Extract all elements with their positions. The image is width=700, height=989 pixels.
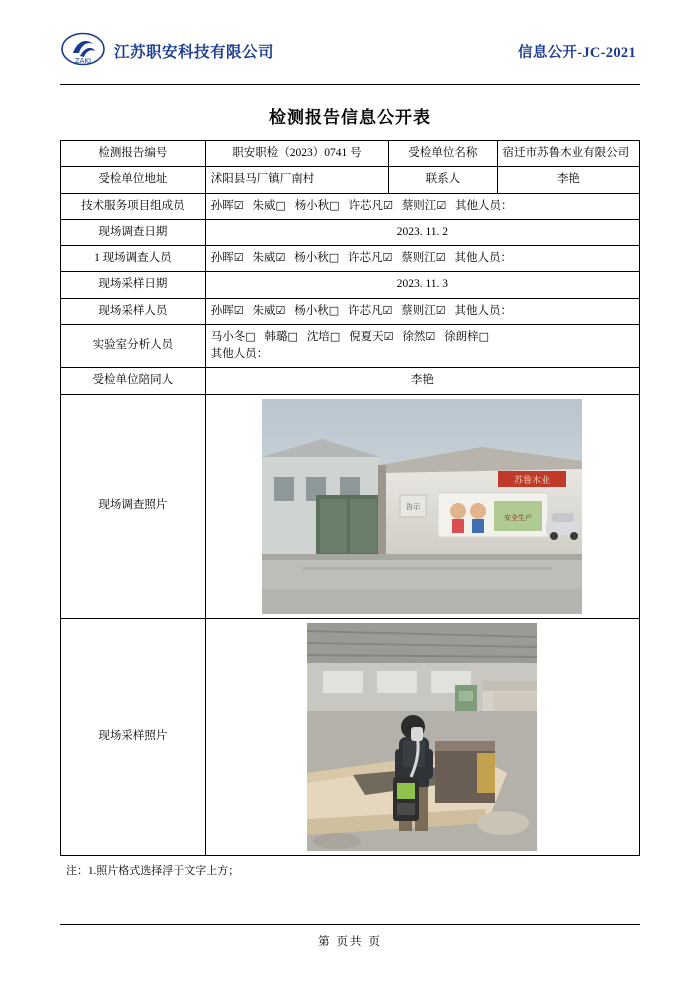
client-address-value: 沭阳县马厂镇厂南村: [205, 167, 388, 193]
contact-value: 李艳: [497, 167, 639, 193]
svg-text:安全生产: 安全生产: [504, 513, 533, 522]
table-row: [61, 193, 640, 219]
member-name: 孙晖: [210, 199, 234, 212]
document-code: 信息公开-JC-2021: [518, 44, 636, 61]
checkbox-checked-icon[interactable]: ☑: [383, 198, 393, 212]
member-checkbox[interactable]: [348, 250, 392, 267]
sampling-photo-image: [307, 623, 537, 851]
member-checkbox[interactable]: [211, 303, 244, 320]
member-checkbox[interactable]: [401, 303, 445, 320]
member-name: 沈培: [306, 330, 330, 343]
checkbox-unchecked-icon[interactable]: □: [478, 329, 489, 343]
member-checkbox[interactable]: [265, 329, 298, 346]
client-name-value: 宿迁市苏鲁木业有限公司: [497, 141, 639, 167]
table-row: [61, 324, 640, 368]
sampling-photo-cell: [205, 618, 639, 855]
survey-photo-cell: [205, 394, 639, 618]
checkbox-checked-icon[interactable]: ☑: [275, 303, 286, 317]
member-checkbox[interactable]: [349, 329, 393, 346]
member-name: 杨小秋: [294, 199, 330, 212]
others-label: 其他人员：: [454, 304, 513, 317]
checkbox-unchecked-icon[interactable]: □: [275, 198, 286, 212]
survey-photo-label: 现场调查照片: [61, 394, 206, 618]
table-row: [61, 219, 640, 245]
lab-members-list: [211, 329, 634, 346]
member-name: 孙晖: [210, 252, 234, 264]
member-checkbox[interactable]: [253, 250, 286, 267]
survey-date-label: 现场调查日期: [61, 219, 206, 245]
checkbox-checked-icon[interactable]: ☑: [233, 303, 244, 317]
svg-text:ZAKJ: ZAKJ: [74, 57, 92, 65]
client-address-label: 受检单位地址: [61, 167, 206, 193]
checkbox-checked-icon[interactable]: ☑: [425, 329, 436, 343]
member-name: 韩璐: [264, 330, 288, 343]
others-label: 其他人员：: [455, 199, 513, 212]
sampling-photo-label: 现场采样照片: [61, 618, 206, 855]
document-header: [60, 24, 640, 85]
team-label: 技术服务项目组成员: [61, 193, 206, 219]
member-name: 许芯凡: [348, 304, 383, 317]
checkbox-checked-icon[interactable]: ☑: [233, 198, 244, 212]
table-note: 注：1.照片格式选择浮于文字上方；: [66, 864, 240, 877]
member-checkbox[interactable]: [211, 250, 244, 267]
survey-members-list: [211, 252, 518, 264]
checkbox-checked-icon[interactable]: ☑: [275, 251, 286, 264]
checkbox-checked-icon[interactable]: ☑: [436, 198, 447, 212]
member-name: 朱威: [252, 304, 276, 317]
survey-members-cell: [205, 246, 639, 272]
survey-date-value: 2023. 11. 2: [205, 219, 639, 245]
sampling-date-label: 现场采样日期: [61, 272, 206, 298]
member-checkbox[interactable]: [444, 329, 489, 346]
member-name: 徐然: [402, 330, 426, 343]
checkbox-checked-icon[interactable]: ☑: [435, 303, 446, 317]
member-checkbox[interactable]: [348, 303, 392, 320]
member-checkbox[interactable]: [253, 303, 286, 320]
member-name: 杨小秋: [294, 252, 329, 264]
header-left-group: [60, 31, 274, 71]
sampling-staff-label: 现场采样人员: [61, 298, 206, 324]
company-logo-icon: [60, 31, 106, 71]
member-name: 倪夏天: [349, 330, 384, 343]
survey-photo-image: [262, 399, 582, 614]
team-members-list: [211, 200, 519, 212]
lab-staff-label: 实验室分析人员: [61, 324, 206, 368]
checkbox-unchecked-icon[interactable]: □: [328, 303, 340, 317]
lab-members-cell: [205, 324, 639, 368]
info-table: [60, 140, 640, 856]
page-footer: 第 页共 页: [60, 924, 640, 949]
lab-others-label: 其他人员：: [210, 348, 269, 360]
page-title: 检测报告信息公开表: [269, 108, 431, 127]
member-checkbox[interactable]: [402, 198, 446, 215]
checkbox-checked-icon[interactable]: ☑: [382, 303, 393, 317]
member-checkbox[interactable]: [211, 329, 256, 346]
table-row: [61, 141, 640, 167]
member-name: 蔡则江: [401, 199, 437, 212]
sampling-members-list: [211, 305, 518, 317]
member-name: 杨小秋: [294, 304, 329, 317]
report-no-label: 检测报告编号: [61, 141, 206, 167]
client-name-label: 受检单位名称: [389, 141, 498, 167]
member-name: 朱威: [252, 252, 276, 264]
member-name: 许芯凡: [348, 252, 383, 264]
member-name: 蔡则江: [401, 252, 436, 264]
team-members-cell: [205, 193, 639, 219]
checkbox-checked-icon[interactable]: ☑: [233, 251, 244, 264]
table-row: [61, 246, 640, 272]
checkbox-unchecked-icon[interactable]: □: [287, 329, 298, 343]
others-label: 其他人员：: [454, 252, 513, 264]
checkbox-checked-icon[interactable]: ☑: [383, 329, 394, 343]
member-name: 朱威: [252, 199, 276, 212]
svg-text:苏鲁木业: 苏鲁木业: [514, 475, 551, 486]
member-name: 许芯凡: [348, 199, 384, 212]
escort-value: 李艳: [205, 368, 639, 394]
member-checkbox[interactable]: [401, 250, 445, 267]
member-checkbox[interactable]: [402, 329, 435, 346]
member-checkbox[interactable]: [211, 198, 244, 215]
member-checkbox[interactable]: [294, 303, 339, 320]
svg-text:告示: 告示: [406, 502, 421, 511]
member-name: 蔡则江: [401, 304, 436, 317]
checkbox-unchecked-icon[interactable]: □: [328, 251, 340, 264]
member-checkbox[interactable]: [349, 198, 393, 215]
report-no-value: 职安职检（2023）0741 号: [205, 141, 388, 167]
checkbox-unchecked-icon[interactable]: □: [329, 329, 341, 343]
table-row-sampling-photo: [61, 618, 640, 855]
sampling-members-cell: [205, 298, 639, 324]
checkbox-checked-icon[interactable]: ☑: [435, 251, 446, 264]
table-row: [61, 167, 640, 193]
checkbox-checked-icon[interactable]: ☑: [382, 251, 393, 264]
member-checkbox[interactable]: [295, 198, 340, 215]
survey-staff-label: 1 现场调查人员: [61, 246, 206, 272]
table-row: [61, 298, 640, 324]
member-name: 徐朗梓: [444, 330, 479, 343]
table-row: [61, 272, 640, 298]
member-name: 孙晖: [210, 304, 234, 317]
member-checkbox[interactable]: [307, 329, 340, 346]
member-checkbox[interactable]: [294, 250, 339, 267]
escort-label: 受检单位陪同人: [61, 368, 206, 394]
contact-label: 联系人: [389, 167, 498, 193]
sampling-date-value: 2023. 11. 3: [205, 272, 639, 298]
company-name: 江苏职安科技有限公司: [114, 44, 275, 61]
table-row-survey-photo: [61, 394, 640, 618]
checkbox-unchecked-icon[interactable]: □: [245, 329, 256, 343]
member-checkbox[interactable]: [253, 198, 286, 215]
member-name: 马小冬: [210, 330, 246, 343]
table-row: [61, 368, 640, 394]
checkbox-unchecked-icon[interactable]: □: [329, 198, 340, 212]
